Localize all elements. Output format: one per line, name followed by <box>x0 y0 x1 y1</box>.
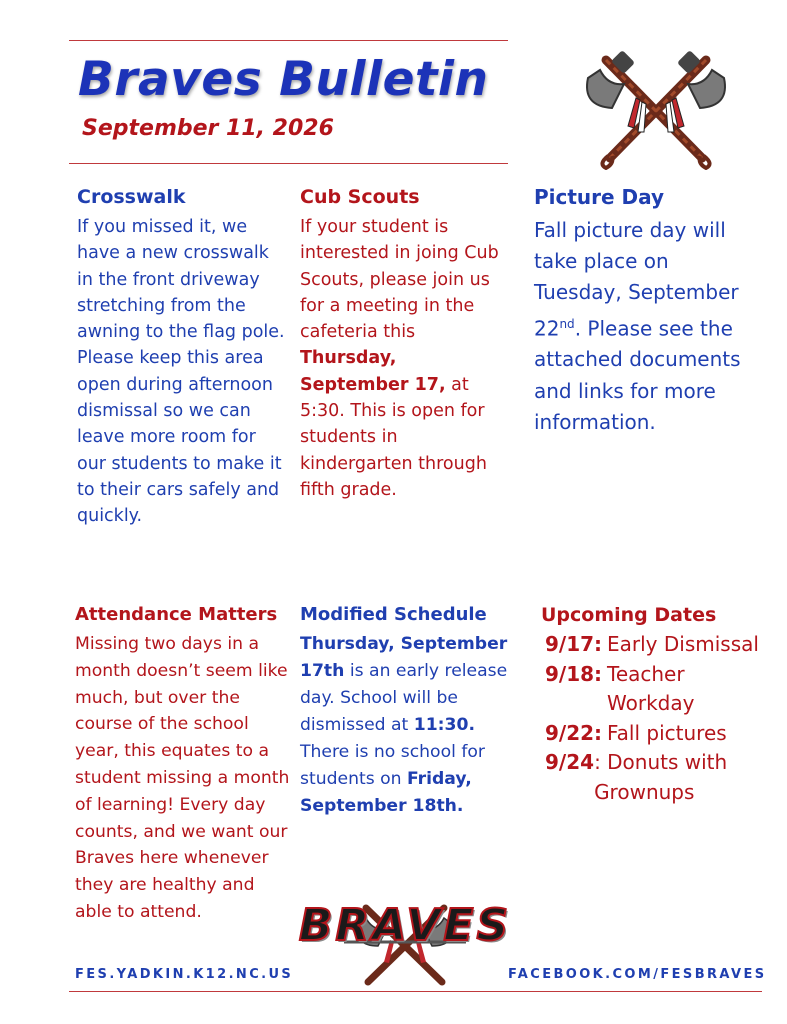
event-name: : Donuts with Grownups <box>594 750 728 804</box>
crossed-tomahawks-icon <box>578 46 734 170</box>
attendance-section <box>75 604 291 926</box>
bulletin-title: Braves Bulletin <box>78 52 489 107</box>
cub-scouts-body-text: If your student is interested in joing Cub Scouts, please join us for a meeting in the cafeteria this <box>300 217 499 343</box>
event-name: Early Dismissal <box>607 632 759 656</box>
modified-schedule-text: is an early release day. School will be dismissed at <box>300 661 508 735</box>
early-release-date: Thursday, September 17th <box>300 634 508 681</box>
header-top-rule <box>69 40 508 41</box>
picture-day-body-text: Fall picture day will take place on Tuesday, September 22 <box>534 218 739 341</box>
picture-day-heading: Picture Day <box>534 185 665 209</box>
attendance-body: Missing two days in a month doesn’t seem like much, but over the course of the school year, this equates to a student missing a month of learning! Every day counts, and we want our Braves here whenever they are healthy and able to attend. <box>75 634 290 922</box>
list-item <box>545 630 777 660</box>
school-website-link[interactable]: FES.YADKIN.K12.NC.US <box>75 967 294 982</box>
list-item <box>545 660 777 719</box>
cub-scouts-heading: Cub Scouts <box>300 186 420 208</box>
upcoming-dates-list <box>545 630 777 807</box>
braves-wordmark-logo <box>274 890 536 988</box>
picture-day-ordinal: nd <box>559 316 575 331</box>
facebook-link[interactable]: FACEBOOK.COM/FESBRAVES <box>508 967 767 982</box>
cub-scouts-meeting-date: Thursday, September 17, <box>300 348 446 395</box>
cub-scouts-section <box>300 186 510 503</box>
upcoming-dates-section <box>541 604 777 807</box>
event-name: Teacher Workday <box>607 661 695 715</box>
picture-day-section <box>534 185 754 438</box>
modified-schedule-heading: Modified Schedule <box>300 604 487 625</box>
cub-scouts-body-text-2: at 5:30. This is open for students in kindergarten through fifth grade. <box>300 374 487 500</box>
dismissal-time: 11:30. <box>413 715 476 735</box>
header-bottom-rule <box>69 163 508 164</box>
picture-day-body <box>534 215 754 438</box>
list-item <box>545 719 777 749</box>
event-date: 9/22: <box>545 720 603 745</box>
modified-schedule-text-2: There is no school for students on <box>300 742 485 789</box>
event-date: 9/18: <box>545 661 603 686</box>
crosswalk-heading: Crosswalk <box>77 186 186 208</box>
modified-schedule-body <box>300 631 522 820</box>
cub-scouts-body <box>300 214 510 503</box>
attendance-heading: Attendance Matters <box>75 604 278 625</box>
crosswalk-body: If you missed it, we have a new crosswalk in the front driveway stretching from the awning to the flag pole. Please keep this area open during afternoon dismissal so we can leave more room for our students to make it to their cars safely and quickly. <box>77 217 285 527</box>
event-date: 9/24 <box>545 750 595 774</box>
footer-rule <box>69 991 762 992</box>
list-item <box>545 748 777 807</box>
event-date: 9/17: <box>545 632 603 656</box>
picture-day-body-text-2: . Please see the attached documents and links for more information. <box>534 316 741 434</box>
crosswalk-section <box>77 186 287 530</box>
braves-wordmark: BRAVES <box>298 900 512 951</box>
modified-schedule-section <box>300 604 522 820</box>
upcoming-dates-heading: Upcoming Dates <box>541 604 717 626</box>
event-name: Fall pictures <box>607 720 727 745</box>
bulletin-date: September 11, 2026 <box>82 116 334 141</box>
no-school-date: Friday, September 18th. <box>300 769 472 816</box>
